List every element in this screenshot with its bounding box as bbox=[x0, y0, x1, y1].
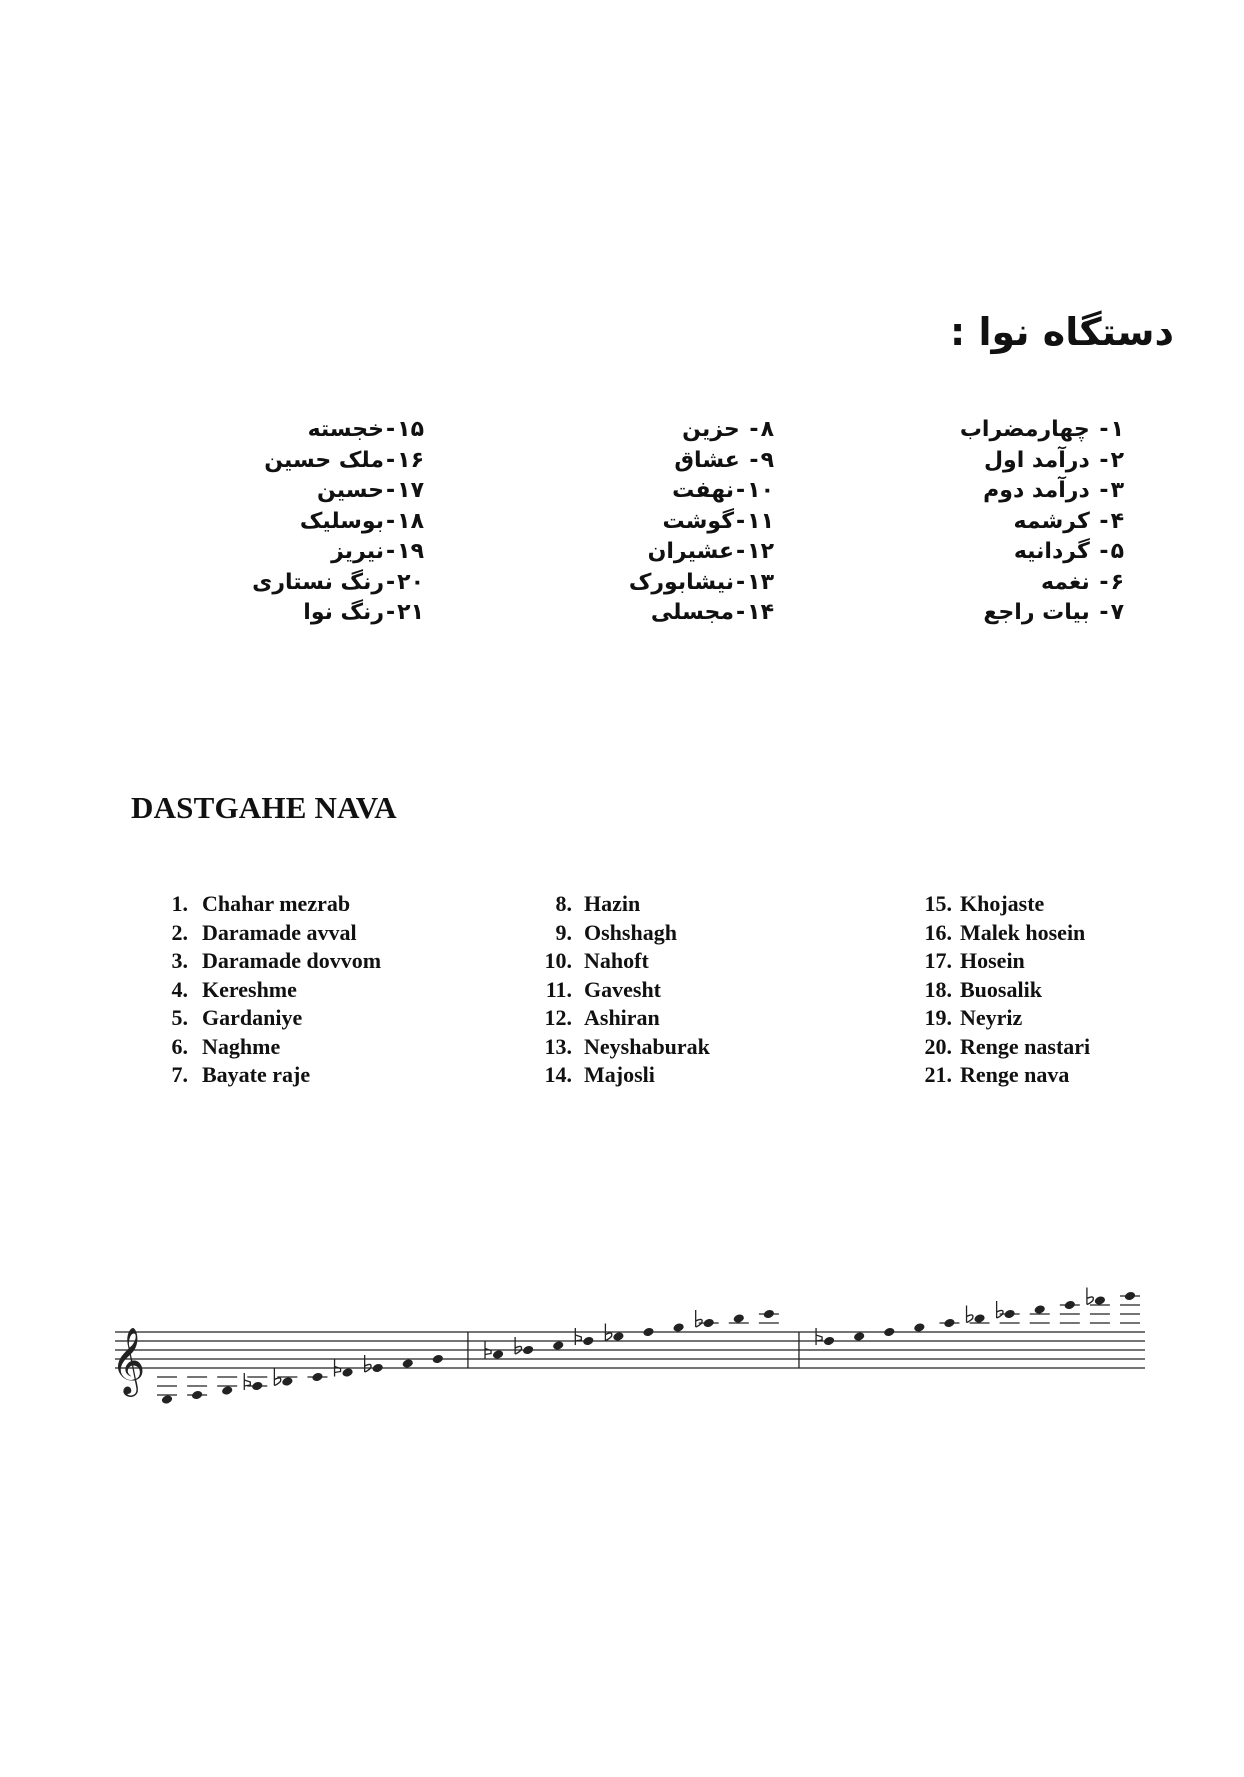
persian-list-item: ۷- بیات راجع bbox=[960, 598, 1124, 629]
item-name: عشاق bbox=[674, 447, 740, 473]
note-head bbox=[311, 1372, 323, 1383]
item-number: ۹ bbox=[760, 447, 774, 473]
english-list-item bbox=[530, 947, 710, 976]
item-number: 6. bbox=[171, 1033, 188, 1059]
note-head bbox=[703, 1318, 715, 1329]
persian-list-item: ۱۳-نیشابورک bbox=[629, 568, 774, 599]
note-head bbox=[281, 1376, 293, 1387]
note-head bbox=[432, 1354, 444, 1365]
note-head bbox=[642, 1327, 654, 1338]
note-head bbox=[191, 1390, 203, 1401]
item-name: Oshshagh bbox=[584, 919, 677, 945]
persian-list-item: ۳- درآمد دوم bbox=[960, 476, 1124, 507]
persian-list-item: ۵- گردانیه bbox=[960, 537, 1124, 568]
item-name: Neyriz bbox=[960, 1005, 1023, 1030]
english-list-item bbox=[530, 976, 710, 1005]
item-number: 3. bbox=[171, 948, 188, 973]
item-number: 14. bbox=[544, 1062, 572, 1087]
item-name: Gardaniye bbox=[202, 1005, 303, 1030]
item-number: ۱۴ bbox=[747, 600, 774, 625]
persian-column-1 bbox=[960, 415, 1124, 629]
koron-sign bbox=[816, 1335, 822, 1341]
item-number: 9. bbox=[555, 919, 572, 945]
persian-list-item: ۲۰-رنگ نستاری bbox=[252, 568, 424, 599]
item-name: کرشمه bbox=[1013, 508, 1090, 534]
item-number: ۸ bbox=[760, 417, 774, 442]
item-number: ۴ bbox=[1110, 508, 1124, 534]
note-head bbox=[582, 1336, 594, 1347]
persian-list-item: ۹- عشاق bbox=[629, 446, 774, 477]
item-number: ۱۷ bbox=[397, 478, 424, 503]
note-head bbox=[371, 1363, 383, 1374]
staff-lines bbox=[115, 1332, 1145, 1368]
note-head bbox=[672, 1322, 684, 1333]
item-number: 21. bbox=[924, 1062, 952, 1087]
persian-list-item: ۸- حزین bbox=[629, 415, 774, 446]
english-list-item bbox=[910, 1061, 1090, 1090]
item-number: 4. bbox=[171, 976, 188, 1002]
english-list-item bbox=[530, 1004, 710, 1033]
item-number: ۱۸ bbox=[397, 508, 424, 534]
note-head bbox=[883, 1327, 895, 1338]
persian-list-item: ۱۵-خجسته bbox=[252, 415, 424, 446]
item-number: 13. bbox=[544, 1033, 572, 1059]
item-number: 16. bbox=[924, 919, 952, 945]
item-name: نیشابورک bbox=[628, 569, 734, 595]
item-name: Neyshaburak bbox=[584, 1033, 710, 1059]
item-number: 19. bbox=[924, 1005, 952, 1030]
item-name: Ashiran bbox=[584, 1005, 660, 1030]
koron-sign bbox=[244, 1380, 250, 1386]
english-list-item bbox=[530, 890, 710, 919]
item-name: چهارمضراب bbox=[959, 417, 1090, 442]
note-head bbox=[402, 1358, 414, 1369]
flat-sign bbox=[967, 1315, 973, 1323]
persian-list-item: ۱۹-نیریز bbox=[252, 537, 424, 568]
english-list-item bbox=[530, 1061, 710, 1090]
persian-title: دستگاه نوا : bbox=[950, 310, 1174, 354]
item-name: Chahar mezrab bbox=[202, 891, 351, 916]
item-number: 12. bbox=[544, 1005, 572, 1030]
scale-notes bbox=[157, 1288, 1140, 1405]
item-number: ۲ bbox=[1110, 447, 1124, 473]
english-list-item bbox=[910, 976, 1090, 1005]
item-number: ۱۰ bbox=[747, 478, 774, 503]
item-number: 15. bbox=[924, 891, 952, 916]
note-head bbox=[943, 1318, 955, 1329]
item-name: Renge nastari bbox=[960, 1033, 1091, 1059]
note-head bbox=[251, 1381, 263, 1392]
item-name: مجسلی bbox=[650, 600, 734, 625]
persian-list-item: ۴- کرشمه bbox=[960, 507, 1124, 538]
english-list-item bbox=[150, 919, 381, 948]
item-name: Naghme bbox=[202, 1033, 281, 1059]
item-number: 1. bbox=[171, 891, 188, 916]
note-head bbox=[853, 1331, 865, 1342]
item-name: درآمد دوم bbox=[983, 478, 1090, 503]
english-list-item bbox=[910, 947, 1090, 976]
english-list-item bbox=[910, 1033, 1090, 1062]
note-head bbox=[522, 1345, 534, 1356]
item-number: 5. bbox=[171, 1005, 188, 1030]
persian-list-item: ۱۲-عشیران bbox=[629, 537, 774, 568]
item-name: نغمه bbox=[1040, 569, 1090, 595]
note-head bbox=[973, 1313, 985, 1324]
english-list-item bbox=[910, 1004, 1090, 1033]
item-name: Kereshme bbox=[202, 976, 297, 1002]
persian-list-item: ۱۴-مجسلی bbox=[629, 598, 774, 629]
item-number: ۱۱ bbox=[747, 508, 774, 534]
item-name: گوشت bbox=[662, 508, 734, 534]
english-list-item bbox=[150, 976, 381, 1005]
note-head bbox=[552, 1340, 564, 1351]
item-number: 8. bbox=[555, 891, 572, 916]
english-list-item bbox=[150, 890, 381, 919]
item-name: Daramade avval bbox=[202, 919, 357, 945]
item-number: ۲۱ bbox=[397, 600, 424, 625]
english-column-3 bbox=[910, 890, 1090, 1090]
item-number: 11. bbox=[545, 976, 572, 1002]
item-name: Malek hosein bbox=[960, 919, 1086, 945]
treble-clef-icon: 𝄞 bbox=[111, 1326, 146, 1394]
item-number: ۲۰ bbox=[397, 569, 424, 595]
item-number: ۱۲ bbox=[747, 539, 774, 564]
item-number: 20. bbox=[924, 1033, 952, 1059]
item-number: 2. bbox=[171, 919, 188, 945]
persian-list-item: ۱۷-حسین bbox=[252, 476, 424, 507]
item-name: Gavesht bbox=[584, 976, 661, 1002]
item-name: Nahoft bbox=[584, 948, 649, 973]
item-number: 18. bbox=[924, 976, 952, 1002]
persian-list-item: ۲۱-رنگ نوا bbox=[252, 598, 424, 629]
english-column-1 bbox=[150, 890, 381, 1090]
english-list-item bbox=[150, 1033, 381, 1062]
item-name: عشیران bbox=[647, 539, 734, 564]
item-name: حزین bbox=[682, 417, 740, 442]
english-list-item bbox=[530, 919, 710, 948]
item-number: ۱۳ bbox=[747, 569, 774, 595]
item-number: ۶ bbox=[1110, 569, 1124, 595]
note-head bbox=[1064, 1300, 1076, 1311]
item-number: ۷ bbox=[1110, 600, 1124, 625]
english-list-item bbox=[150, 947, 381, 976]
flat-sign bbox=[274, 1378, 280, 1386]
item-name: بیات راجع bbox=[983, 600, 1090, 625]
note-head bbox=[1124, 1291, 1136, 1302]
english-list-item bbox=[910, 919, 1090, 948]
note-head bbox=[1034, 1304, 1046, 1315]
item-number: ۳ bbox=[1110, 478, 1124, 503]
item-name: نیریز bbox=[331, 539, 384, 564]
note-head bbox=[1094, 1295, 1106, 1306]
item-name: Renge nava bbox=[960, 1062, 1070, 1087]
item-number: ۱ bbox=[1110, 417, 1124, 442]
item-name: بوسلیک bbox=[299, 508, 384, 534]
flat-sign bbox=[605, 1333, 611, 1341]
item-name: Buosalik bbox=[960, 976, 1042, 1002]
english-list-item bbox=[910, 890, 1090, 919]
note-head bbox=[161, 1394, 173, 1405]
item-name: رنگ نستاری bbox=[252, 569, 384, 595]
note-head bbox=[913, 1322, 925, 1333]
item-name: Hosein bbox=[960, 948, 1025, 973]
persian-list-item: ۱- چهارمضراب bbox=[960, 415, 1124, 446]
item-name: رنگ نوا bbox=[303, 600, 384, 625]
note-head bbox=[823, 1336, 835, 1347]
note-head bbox=[341, 1367, 353, 1378]
persian-list-item: ۱۸-بوسلیک bbox=[252, 507, 424, 538]
music-staff bbox=[105, 1270, 1155, 1470]
koron-sign bbox=[575, 1335, 581, 1341]
item-name: گردانیه bbox=[1013, 539, 1090, 564]
persian-list-item: ۲- درآمد اول bbox=[960, 446, 1124, 477]
english-list-item bbox=[530, 1033, 710, 1062]
item-name: خجسته bbox=[307, 417, 384, 442]
item-number: 7. bbox=[171, 1062, 188, 1087]
note-head bbox=[492, 1349, 504, 1360]
note-head bbox=[733, 1313, 745, 1324]
note-head bbox=[1003, 1309, 1015, 1320]
item-number: ۱۵ bbox=[397, 417, 424, 442]
item-number: ۱۹ bbox=[397, 539, 424, 564]
item-number: ۱۶ bbox=[397, 447, 424, 473]
item-name: Khojaste bbox=[960, 891, 1045, 916]
english-list-item bbox=[150, 1061, 381, 1090]
item-name: نهفت bbox=[672, 478, 734, 503]
item-name: Majosli bbox=[584, 1062, 655, 1087]
flat-sign bbox=[1087, 1297, 1093, 1305]
english-title: DASTGAHE NAVA bbox=[131, 790, 397, 825]
persian-list-item: ۱۰-نهفت bbox=[629, 476, 774, 507]
item-name: ملک حسین bbox=[264, 447, 384, 473]
persian-list-item: ۶- نغمه bbox=[960, 568, 1124, 599]
persian-column-3 bbox=[252, 415, 424, 629]
note-head bbox=[612, 1331, 624, 1342]
item-number: 17. bbox=[924, 948, 952, 973]
note-head bbox=[763, 1309, 775, 1320]
item-name: درآمد اول bbox=[983, 447, 1090, 473]
note-head bbox=[221, 1385, 233, 1396]
treble-clef-icon bbox=[111, 1326, 145, 1397]
item-name: Bayate raje bbox=[202, 1062, 311, 1087]
item-number: 10. bbox=[544, 948, 572, 973]
persian-list-item: ۱۶-ملک حسین bbox=[252, 446, 424, 477]
item-number: ۵ bbox=[1110, 539, 1124, 564]
item-name: حسین bbox=[316, 478, 384, 503]
english-column-2 bbox=[530, 890, 710, 1090]
item-name: Daramade dovvom bbox=[202, 948, 382, 973]
persian-list-item: ۱۱-گوشت bbox=[629, 507, 774, 538]
english-list-item bbox=[150, 1004, 381, 1033]
persian-column-2 bbox=[629, 415, 774, 629]
item-name: Hazin bbox=[584, 891, 641, 916]
